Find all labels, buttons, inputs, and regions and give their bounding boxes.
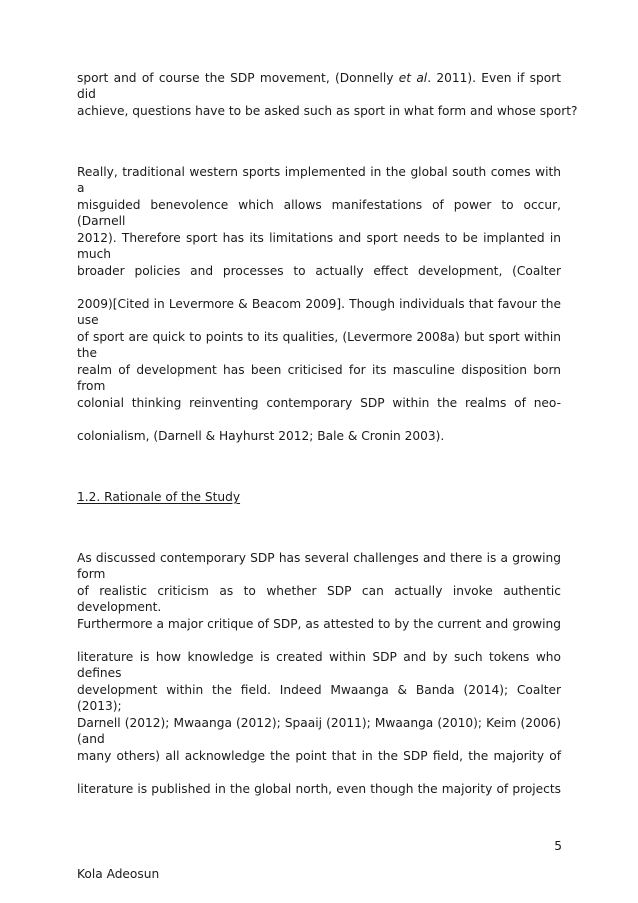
text-line: of sport are quick to points to its qualities, (Levermore 2008a) but sport within the	[77, 330, 561, 360]
text-line: development within the field. Indeed Mwaanga & Banda (2014); Coalter (2013);	[77, 683, 561, 713]
footer-author: Kola Adeosun	[77, 867, 160, 881]
text-line: of realistic criticism as to whether SDP can actually invoke authentic development.	[77, 584, 561, 614]
text-line: literature is how knowledge is created within SDP and by such tokens who defines	[77, 650, 561, 680]
text-line: As discussed contemporary SDP has several challenges and there is a growing form	[77, 551, 561, 581]
text-line: many others) all acknowledge the point that in the SDP field, the majority of	[77, 749, 561, 763]
text-line: Furthermore a major critique of SDP, as attested to by the current and growing	[77, 617, 561, 631]
text-line: 2009)[Cited in Levermore & Beacom 2009]. Though individuals that favour the use	[77, 297, 561, 327]
text-line: Really, traditional western sports implemented in the global south comes with a	[77, 165, 561, 195]
text-line: realm of development has been criticised for its masculine disposition born from	[77, 363, 561, 393]
text-line: Darnell (2012); Mwaanga (2012); Spaaij (2011); Mwaanga (2010); Keim (2006) (and	[77, 716, 561, 746]
emphasis-text: et al	[398, 71, 428, 85]
text-line: colonialism, (Darnell & Hayhurst 2012; Bale & Cronin 2003).	[77, 429, 445, 443]
text-line: misguided benevolence which allows manifestations of power to occur, (Darnell	[77, 198, 561, 228]
text-line: colonial thinking reinventing contemporary SDP within the realms of neo-	[77, 396, 561, 410]
section-heading: 1.2. Rationale of the Study	[77, 490, 241, 504]
text-line: achieve, questions have to be asked such as sport in what form and whose sport?	[77, 104, 578, 118]
text-line: literature is published in the global north, even though the majority of projects	[77, 782, 561, 796]
text-line: sport and of course the SDP movement, (Donnelly et al. 2011). Even if sport did	[77, 71, 561, 101]
text-line: broader policies and processes to actually effect development, (Coalter	[77, 264, 561, 278]
page-number: 5	[554, 839, 562, 853]
text-line: 2012). Therefore sport has its limitations and sport needs to be implanted in much	[77, 231, 561, 261]
